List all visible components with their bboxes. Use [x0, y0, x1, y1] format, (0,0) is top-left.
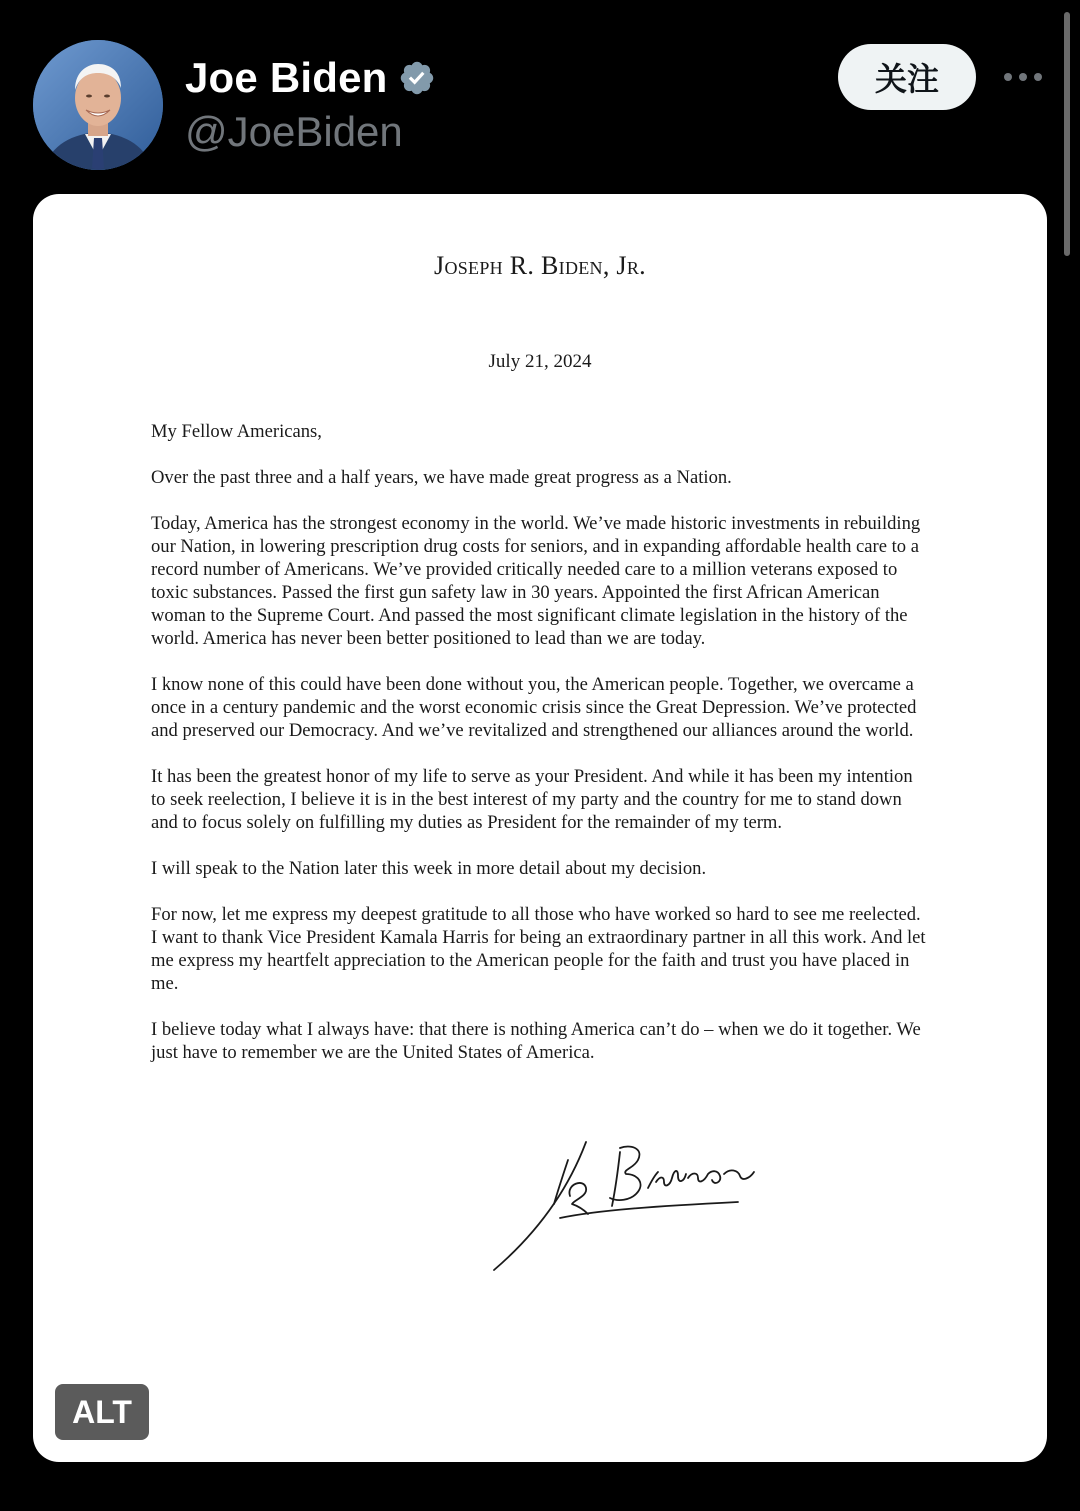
tweet-image[interactable] — [33, 194, 1047, 1462]
alt-text-button[interactable]: ALT — [55, 1384, 149, 1440]
handwritten-signature-icon — [488, 1134, 758, 1274]
paragraph: I know none of this could have been done without you, the American people. Together, we overcame a once in a century pandemic and the worst economic crisis since the Great Depression. We’ve protected and preserved our Democracy. And we’ve revitalized and strengthened our alliances around the world. — [151, 674, 917, 741]
letter-body — [151, 420, 931, 1087]
letter-document — [33, 194, 1047, 1462]
verified-badge-icon — [398, 59, 436, 97]
scrollbar-thumb[interactable] — [1064, 12, 1070, 256]
paragraph: For now, let me express my deepest gratitude to all those who have worked so hard to see me reelected. I want to thank Vice President Kamala Harris for being an extraordinary partner in all this work. And let me express my heartfelt appreciation to the American people for the faith and trust you have placed in me. — [151, 904, 926, 994]
display-name[interactable]: Joe Biden — [185, 54, 388, 101]
paragraph: Over the past three and a half years, we have made great progress as a Nation. — [151, 467, 732, 488]
letterhead: Joseph R. Biden, Jr. — [434, 251, 646, 280]
follow-button[interactable]: 关注 — [838, 44, 976, 110]
avatar[interactable] — [33, 40, 163, 170]
tweet-header — [0, 0, 1080, 190]
avatar-photo-icon — [33, 40, 163, 170]
letter-date: July 21, 2024 — [488, 351, 592, 372]
more-options-button[interactable] — [1000, 62, 1046, 92]
paragraph: I believe today what I always have: that there is nothing America can’t do – when we do it together. We just have to remember we are the United States of America. — [151, 1019, 921, 1063]
more-options-icon — [1003, 72, 1043, 82]
name-row — [185, 52, 436, 104]
paragraph: It has been the greatest honor of my life to serve as your President. And while it has been my intention to seek reelection, I believe it is in the best interest of my party and the country for me to stand down and to focus solely on fulfilling my duties as President for the remainder of my term. — [151, 766, 913, 833]
paragraph: Today, America has the strongest economy in the world. We’ve made historic investments in rebuilding our Nation, in lowering prescription drug costs for seniors, and in expanding affordable health care to a record number of Americans. We’ve provided critically needed care to a million veterans exposed to toxic substances. Passed the first gun safety law in 30 years. Appointed the first African American woman to the Supreme Court. And passed the most significant climate legislation in the history of the world. America has never been better positioned to lead than we are today. — [151, 513, 921, 649]
salutation: My Fellow Americans, — [151, 421, 322, 442]
paragraph: I will speak to the Nation later this week in more detail about my decision. — [151, 858, 707, 879]
user-handle[interactable]: @JoeBiden — [185, 108, 403, 155]
